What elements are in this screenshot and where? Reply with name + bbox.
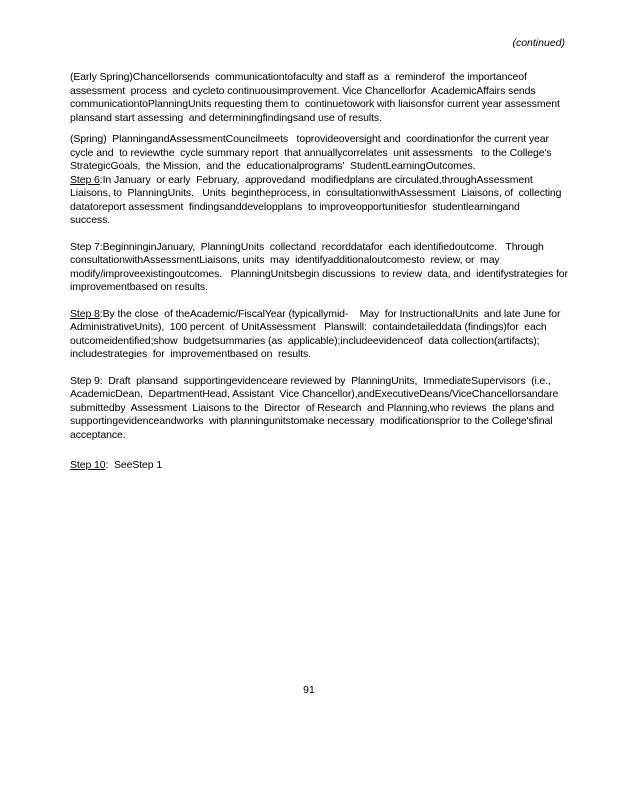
text-segment: consultationwithAssessmentLiaisons, units may identifyadditionaloutcomesto review, or may [70,254,500,266]
text-line [70,254,575,268]
para-step8 [70,308,575,362]
para-step10 [70,459,575,473]
text-line [70,187,575,201]
text-segment: datatoreport assessment findingsanddevelopplans to improveopportunitiesfor studentlearningand [70,200,520,213]
text-segment: plansand start assessing and determiningfindingsand use of results. [70,111,382,124]
step-label: Step 6 [70,173,100,186]
text-line [70,98,575,112]
text-line [70,133,575,147]
text-segment: (Spring) PlanningandAssessmentCouncilmeets toprovideoversight and coordinationfor the current year [70,133,549,145]
text-segment: (Early Spring)Chancellorsends communicationtofaculty and staff as a reminderof the importanceof [70,71,527,83]
continued-label: (continued) [512,37,565,49]
text-segment: cycle and to reviewthe cycle summary report that annuallycorrelates unit assessments to the College's [70,146,552,159]
text-line [70,429,575,443]
para-early-spring [70,71,575,125]
text-segment: includestrategies for improvementbased on results. [70,348,311,360]
text-line [70,201,575,215]
step-label: Step 10 [70,459,106,471]
text-segment: improvementbased on results. [70,281,208,293]
text-line [70,388,575,402]
text-segment: : SeeStep 1 [105,459,163,471]
text-line [70,375,575,389]
text-line [70,160,575,174]
para-step7 [70,241,575,295]
page-number: 91 [303,684,315,696]
text-line [70,268,575,282]
step-label: Step 8 [70,307,100,320]
text-segment: :By the close of theAcademic/FiscalYear (typicallymid- May for InstructionalUnits and late June for [99,307,561,320]
text-segment: communicationtoPlanningUnits requesting them to continuetowork with liaisonsfor current year assessment [70,98,560,110]
text-line [70,335,575,349]
text-segment: modify/improveexistingoutcomes. PlanningUnitsbegin discussions to review data, and identifystrategies for [70,267,568,280]
text-segment: :In January or early February, approvedand modifiedplans are circulated,throughAssessment [99,173,533,186]
para-step9 [70,375,575,443]
text-line [70,85,575,99]
text-line [70,415,575,429]
text-line [70,112,575,126]
text-line [70,147,575,161]
text-segment: Liaisons, to PlanningUnits. Units begintheprocess, in consultationwithAssessment Liaisons, of collecting [70,187,562,199]
text-segment: Step 9: Draft plansand supportingevidenceare reviewed by PlanningUnits, ImmediateSupervisors (i.e., [70,374,551,387]
text-line [70,71,575,85]
text-line [70,402,575,416]
text-line [70,214,575,228]
text-segment: acceptance. [70,428,126,441]
text-segment: outcomeidentified;show budgetsummaries (as applicable);includeevidenceof data collection(artifacts); [70,334,540,347]
text-line [70,348,575,362]
text-segment: submittedby Assessment Liaisons to the Director of Research and Planning,who reviews the plans and [70,401,554,414]
text-segment: StrategicGoals, the Mission, and the educationalprograms' StudentLearningOutcomes. [70,160,476,172]
text-line [70,281,575,295]
text-line [70,308,575,322]
text-segment: success. [70,214,111,226]
document-body [70,71,575,486]
text-segment: AdministrativeUnits), 100 percent of UnitAssessment Planswill: containdetaileddata (findings)for each [70,321,547,333]
text-segment: AcademicDean, DepartmentHead, Assistant Vice Chancellor),andExecutiveDeans/ViceChancellorsandare [70,388,559,400]
text-segment: supportingevidenceandworks with planningunitstomake necessary modificationsprior to the College'sfinal [70,415,553,427]
para-spring-step6 [70,133,575,228]
text-segment: Step 7:BeginninginJanuary, PlanningUnits collectand recorddatafor each identifiedoutcome. Through [70,240,544,253]
text-segment: assessment process and cycleto continuousimprovement. Vice Chancellorfor AcademicAffairs sends [70,84,536,97]
text-line [70,321,575,335]
text-line [70,459,575,473]
text-line [70,241,575,255]
text-line [70,174,575,188]
